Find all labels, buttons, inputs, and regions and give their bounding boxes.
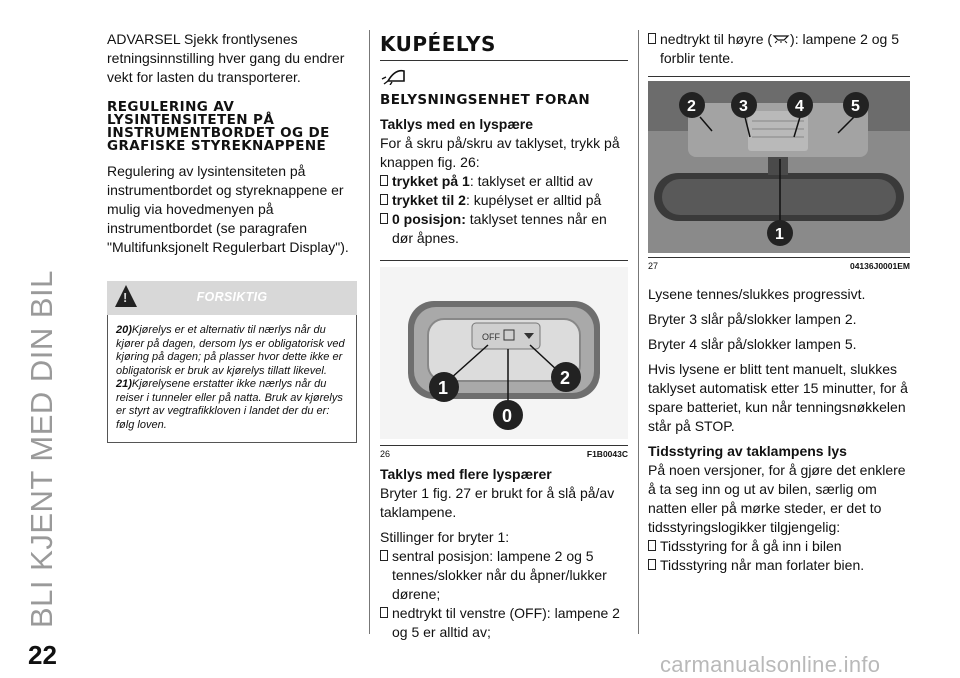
column-2 [380, 30, 628, 642]
bullet-box-icon [648, 33, 656, 44]
text-single-bulb: For å skru på/skru av taklyset, trykk på knappen fig. 26: [380, 135, 620, 170]
bullet-box-icon [648, 559, 656, 570]
text-timer: På noen versjoner, for å gjøre det enklere å ta seg inn og ut av bilen, særlig om natten eller på mørke steder, er det to tidsstyringslogikker tilgjengelig: [648, 462, 906, 535]
note-21: 21)Kjørelysene erstatter ikke nærlys når du reiser i tunneler eller på natta. Bruk av kjørelys er styrt av vegtrafikkloven i landet der du er: følg loven. [116, 378, 343, 431]
svg-text:1: 1 [775, 226, 784, 243]
section-body: Regulering av lysintensiteten på instrumentbordet og styreknappene er mulig via hovedmenyen på instrumentbordet (se paragrafen "Multifunksjonelt Regulerbart Display"). [107, 163, 349, 255]
list-item: trykket på 1: taklyset er alltid av [380, 172, 628, 191]
chapter-section-title: KUPÉELYS [380, 32, 628, 61]
section-heading: REGULERING AV LYSINTENSITETEN PÅ INSTRUMENTBORDET OG DE GRAFISKE STYREKNAPPENE [107, 99, 330, 154]
figure-caption: 26 F1B0043C [380, 449, 628, 459]
bullet-box-icon [380, 194, 388, 205]
bullet-box-icon [648, 540, 656, 551]
figure-27 [648, 76, 910, 271]
list-item: Tidsstyring når man forlater bien. [648, 556, 910, 575]
svg-text:1: 1 [438, 378, 449, 398]
svg-text:4: 4 [795, 98, 804, 115]
caution-box-body [107, 315, 357, 443]
bullet-box-icon [380, 175, 388, 186]
door-light-icon [772, 34, 790, 44]
column-3 [648, 30, 910, 575]
svg-text:OFF: OFF [482, 332, 500, 342]
figure-caption: 27 04136J0001EM [648, 261, 910, 271]
svg-text:0: 0 [502, 406, 513, 426]
heading-timer: Tidsstyring av taklampens lys [648, 443, 847, 459]
heading-single-bulb: Taklys med en lyspære [380, 116, 534, 132]
svg-text:2: 2 [560, 368, 571, 388]
bullet-box-icon [380, 213, 388, 224]
warning-text: ADVARSEL Sjekk frontlysenes retningsinnstilling hver gang du endrer vekt for lasten du transporterer. [107, 31, 345, 85]
page-number: 22 [28, 640, 57, 670]
subsection-heading: BELYSNINGSENHET FORAN [380, 92, 591, 108]
list-item: 0 posisjon: taklyset tennes når en dør åpnes. [380, 210, 628, 248]
column-1 [107, 30, 357, 443]
note-20: 20)Kjørelys er et alternativ til nærlys når du kjører på dagen, dersom lys er obligatorisk ved kjøring på dagen; på plasser hvor dette ikke er obligatorisk er bruk av kjørelys tillatt likevel. [116, 324, 345, 377]
bullet-box-icon [380, 607, 388, 618]
list-item: nedtrykt til venstre (OFF): lampene 2 og 5 er alltid av; [380, 604, 628, 642]
multi-bulb-ceiling-light-image [648, 81, 910, 253]
text-switch-3: Bryter 3 slår på/slokker lampen 2. [648, 311, 857, 327]
interior-light-icon [380, 67, 410, 85]
watermark: carmanualsonline.info [660, 652, 881, 677]
list-item: nedtrykt til høyre ( ): lampene 2 og 5 forblir tente. [648, 30, 910, 68]
heading-multi-bulb: Taklys med flere lyspærer [380, 466, 552, 482]
text-auto-off: Hvis lysene er blitt tent manuelt, slukkes taklyset automatisk etter 15 minutter, for å spare batteriet, kun når tenningsnøkkelen står på STOP. [648, 361, 908, 434]
text-positions: Stillinger for bryter 1: [380, 529, 510, 545]
column-divider [369, 30, 370, 634]
figure-26 [380, 260, 628, 459]
svg-text:3: 3 [739, 98, 748, 115]
ceiling-light-switch-image [380, 267, 628, 439]
column-divider [638, 30, 639, 634]
text-progressive: Lysene tennes/slukkes progressivt. [648, 286, 866, 302]
svg-text:5: 5 [851, 98, 860, 115]
caution-box-header [107, 281, 357, 315]
text-switch-4: Bryter 4 slår på/slokker lampen 5. [648, 336, 857, 352]
list-item: trykket til 2: kupélyset er alltid på [380, 191, 628, 210]
list-item: sentral posisjon: lampene 2 og 5 tennes/slokker når du åpner/lukker dørene; [380, 547, 628, 604]
chapter-title: BLI KJENT MED DIN BIL [24, 270, 59, 628]
bullet-box-icon [380, 550, 388, 561]
text-multi-bulb: Bryter 1 fig. 27 er brukt for å slå på/av taklampene. [380, 485, 615, 520]
svg-text:2: 2 [687, 98, 696, 115]
list-item: Tidsstyring for å gå inn i bilen [648, 537, 910, 556]
caution-title: FORSIKTIG [196, 290, 268, 304]
